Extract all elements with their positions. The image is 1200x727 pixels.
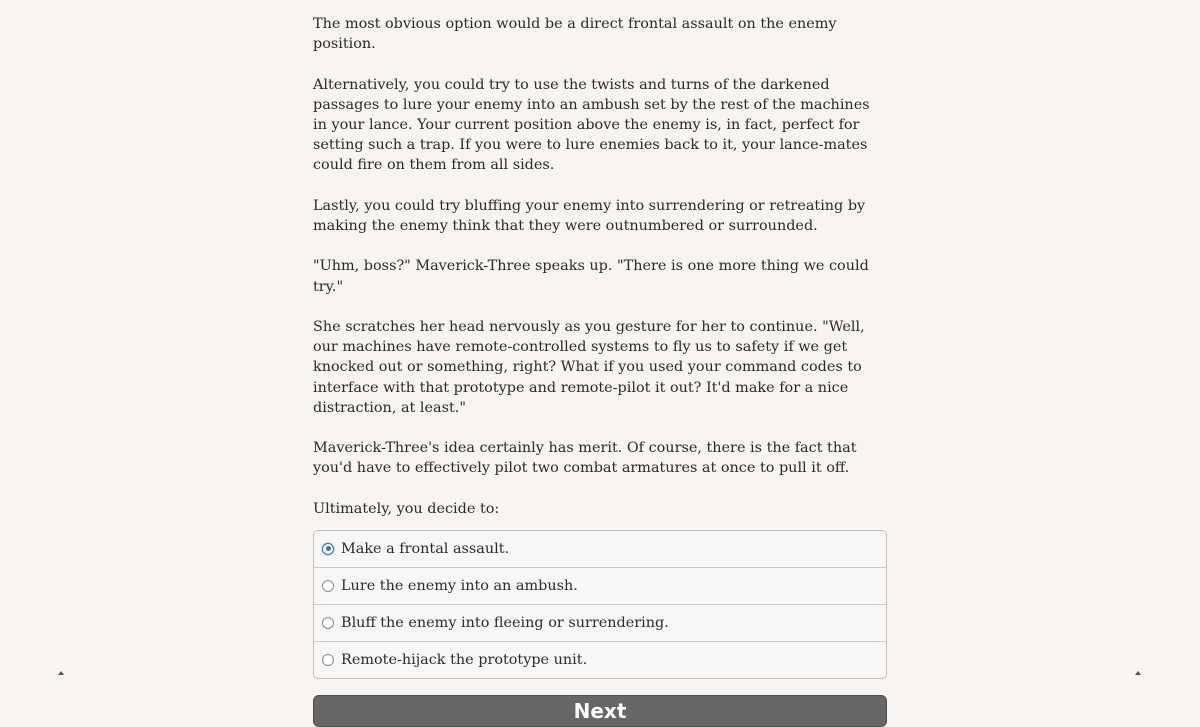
radio-selected-icon[interactable] <box>322 543 334 555</box>
choice-label: Make a frontal assault. <box>341 540 510 557</box>
radio-empty-icon[interactable] <box>322 617 334 629</box>
story-column <box>313 14 887 727</box>
choice-frontal-assault[interactable] <box>314 531 886 567</box>
choice-list <box>313 530 887 679</box>
story-paragraph: Lastly, you could try bluffing your enemy into surrendering or retreating by making the enemy think that they were outnumbered or surrounded. <box>313 197 866 234</box>
story-paragraph: Maverick-Three's idea certainly has merit. Of course, there is the fact that you'd have to effectively pilot two combat armatures at once to pull it off. <box>313 440 857 477</box>
decision-prompt: Ultimately, you decide to: <box>313 500 500 517</box>
story-paragraph: She scratches her head nervously as you gesture for her to continue. "Well, our machines have remote-controlled systems to fly us to safety if we get knocked out or something, right? What if you used your command codes to interface with that prototype and remote-pilot it out? It'd make for a nice distraction, at least." <box>313 318 865 416</box>
story-paragraph: "Uhm, boss?" Maverick-Three speaks up. "There is one more thing we could try." <box>313 258 869 295</box>
next-button[interactable]: Next <box>313 695 887 727</box>
corner-marker-left <box>58 671 64 675</box>
choice-label: Bluff the enemy into fleeing or surrendering. <box>341 614 669 631</box>
choice-bluff[interactable] <box>314 604 886 641</box>
choice-remote-hijack[interactable] <box>314 641 886 678</box>
corner-marker-right <box>1135 671 1141 675</box>
choice-label: Lure the enemy into an ambush. <box>341 577 578 594</box>
story-paragraph: The most obvious option would be a direct frontal assault on the enemy position. <box>313 16 837 53</box>
radio-empty-icon[interactable] <box>322 580 334 592</box>
choice-ambush[interactable] <box>314 567 886 604</box>
choice-label: Remote-hijack the prototype unit. <box>341 651 588 668</box>
radio-empty-icon[interactable] <box>322 654 334 666</box>
story-paragraph: Alternatively, you could try to use the twists and turns of the darkened passages to lure your enemy into an ambush set by the rest of the machines in your lance. Your current position above the enemy is, in fact, perfect for setting such a trap. If you were to lure enemies back to it, your lance-mates could fire on them from all sides. <box>313 76 870 174</box>
